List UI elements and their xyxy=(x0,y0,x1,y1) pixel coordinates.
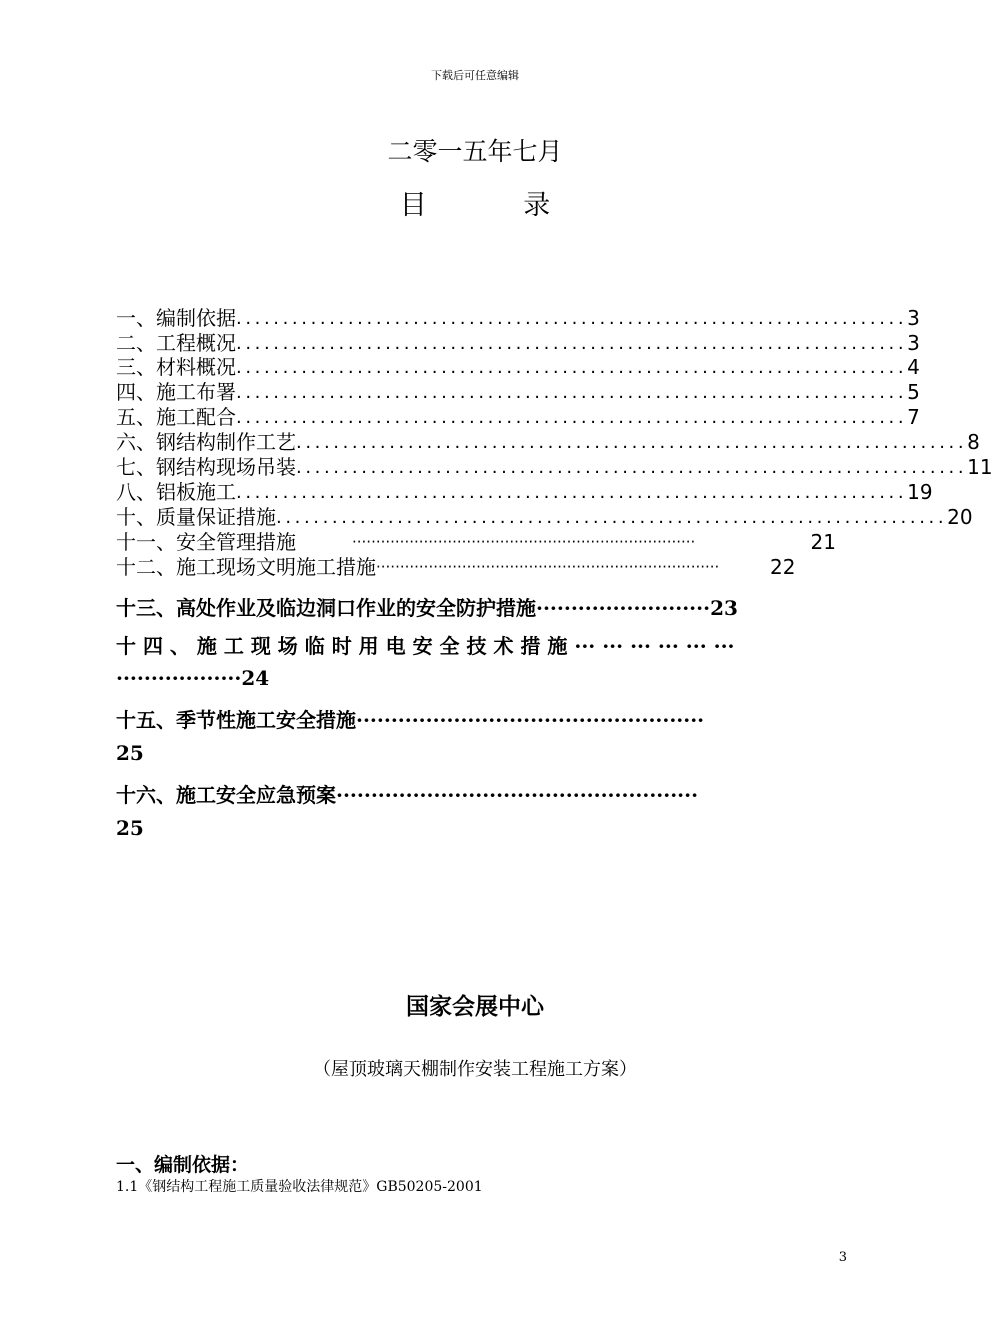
toc-item-page: 3 xyxy=(907,306,920,330)
toc-item[interactable] xyxy=(116,405,920,430)
toc-leader: ........................................................................ xyxy=(236,382,908,403)
toc-item-label: 一、编制依据 xyxy=(116,306,236,330)
toc-item-page: 4 xyxy=(907,355,920,379)
toc-item[interactable] xyxy=(116,455,993,480)
toc-item-label: 六、钢结构制作工艺 xyxy=(116,430,296,454)
toc-item[interactable] xyxy=(116,306,920,331)
toc-item-15[interactable]: 十五、季节性施工安全措施·················································· xyxy=(116,708,705,732)
toc-leader: ........................................................................ xyxy=(236,482,908,503)
toc-item[interactable] xyxy=(116,430,980,455)
cover-subtitle: （屋顶玻璃天棚制作安装工程施工方案） xyxy=(313,1059,637,1080)
toc-leader: ........................................................................ xyxy=(236,308,908,329)
toc-leader: ........................................................................ xyxy=(236,333,908,354)
toc-item-16-page: 25 xyxy=(116,816,144,840)
toc-item-page: 11 xyxy=(967,455,993,479)
toc-item[interactable] xyxy=(116,380,920,405)
toc-item-page: 21 xyxy=(810,530,836,554)
toc-item-14[interactable]: 十 四 、 施 工 现 场 临 时 用 电 安 全 技 术 措 施 ··· ··· ··· ··· ··· ··· xyxy=(116,634,735,658)
header-note: 下载后可任意编辑 xyxy=(431,69,519,82)
toc-item-label: 十一、安全管理措施 xyxy=(116,530,296,554)
toc-item-page: 20 xyxy=(947,505,973,529)
toc-leader: ........................................................................ xyxy=(236,407,908,428)
toc-item[interactable] xyxy=(116,530,846,555)
toc-item-page: 22 xyxy=(770,555,796,579)
page-number: 3 xyxy=(838,1250,847,1265)
toc-leader: ........................................................................ xyxy=(236,357,908,378)
toc-item[interactable] xyxy=(116,331,920,356)
toc-leader: ........................................................................ xyxy=(296,432,968,453)
toc-title: 目 录 xyxy=(399,190,595,221)
toc-item-page: 7 xyxy=(907,405,920,429)
toc-item-16[interactable]: 十六、施工安全应急预案···················································· xyxy=(116,783,699,807)
toc-leader: ········································································ xyxy=(376,558,720,576)
date-title: 二零一五年七月 xyxy=(387,137,563,166)
toc-item-label: 十、质量保证措施 xyxy=(116,505,276,529)
toc-item-15-page: 25 xyxy=(116,741,144,765)
toc-item[interactable] xyxy=(116,355,920,380)
toc-item[interactable] xyxy=(116,505,973,530)
cover-title: 国家会展中心 xyxy=(406,993,544,1020)
toc-item-label: 十二、施工现场文明施工措施 xyxy=(116,555,376,579)
toc-item-page: 3 xyxy=(907,331,920,355)
toc-item-label: 八、铝板施工 xyxy=(116,480,236,504)
toc-item-label: 七、钢结构现场吊装 xyxy=(116,455,296,479)
toc-item-page: 8 xyxy=(967,430,980,454)
toc-leader: ........................................................................ xyxy=(276,507,948,528)
toc-item-page: 5 xyxy=(907,380,920,404)
section-item: 1.1《钢结构工程施工质量验收法律规范》GB50205-2001 xyxy=(116,1179,483,1195)
toc-leader: ........................................................................ xyxy=(296,457,968,478)
toc-item-label: 二、工程概况 xyxy=(116,331,236,355)
toc-item[interactable] xyxy=(116,555,846,580)
toc-item-13[interactable]: 十三、高处作业及临边洞口作业的安全防护措施·························23 xyxy=(116,596,738,620)
toc-item-label: 三、材料概况 xyxy=(116,355,236,379)
toc-item[interactable] xyxy=(116,480,933,505)
toc-item-label: 五、施工配合 xyxy=(116,405,236,429)
section-heading: 一、编制依据： xyxy=(116,1154,250,1176)
toc-item-page: 19 xyxy=(907,480,933,504)
toc-item-label: 四、施工布署 xyxy=(116,380,236,404)
toc-item-14-continued: ··················24 xyxy=(116,666,270,690)
toc-leader: ········································································ xyxy=(352,533,696,551)
